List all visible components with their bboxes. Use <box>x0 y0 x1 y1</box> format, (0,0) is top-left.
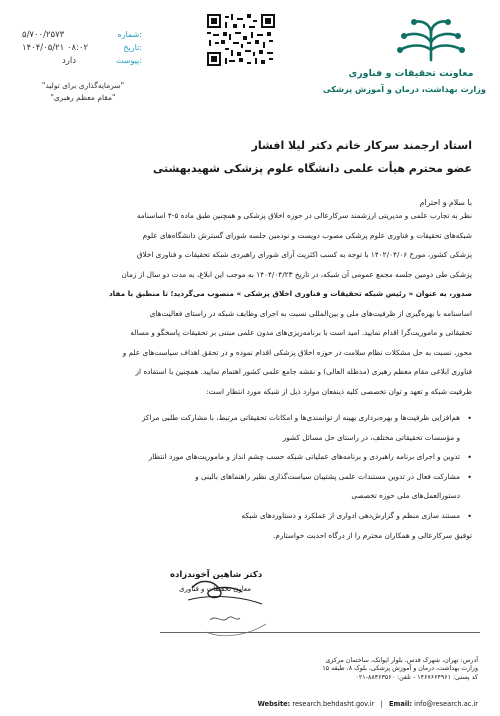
meta-date: تاریخ: ۱۴۰۴/۰۵/۲۱ ۰۸:۰۲ <box>22 43 142 53</box>
phone-line: کد پستی: ۱۴۶۷۶۶۴۹۶۱ - تلفن: ۸۸۳۶۳۵۶۰-۰۲۱ <box>355 673 478 681</box>
footer-divider <box>160 632 480 633</box>
letter-meta <box>22 30 142 69</box>
tree-emblem-icon <box>396 16 466 62</box>
signature-block <box>170 570 290 645</box>
body-line: پزشکی طی دومین جلسه مجمع عمومی آن شبکه، در تاریخ ۱۴۰۴/۰۴/۲۳ به موجب این ابلاغ، به مدت دو سال از زمان <box>121 269 472 279</box>
list-item: • هم‌افزایی ظرفیت‌ها و بهره‌برداری بهینه از توانمندی‌ها و امکانات تحقیقاتی مرتبط، با مشارکت طلبی مراکز <box>141 413 472 423</box>
footer-address <box>168 657 478 682</box>
email-link[interactable]: info@research.ac.ir <box>414 700 478 708</box>
body-line: نظر به تجارب علمی و مدیریتی ارزشمند سرکارعالی در حوزه اخلاق پزشکی و همچنین طبق ماده ۵-۴ اساسنامه <box>136 211 472 220</box>
body-line: تحقیقاتی و ماموریت‌گرا اقدام نمایید. امید است با برنامه‌ریزی‌های مدون علمی مبتنی بر تحقیقات پاسخگو و مساله <box>130 328 472 337</box>
address-line: وزارت بهداشت، درمان و آموزش پزشکی، بلوک ۸، طبقه ۱۵ <box>322 665 478 673</box>
body-line: شبکه‌های تحقیقات و فناوری علوم پزشکی مصوب دویست و نودمین جلسه شورای گسترش دانشگاه‌های علوم <box>142 230 472 240</box>
logo-title: معاونت تحقیقات و فناوری <box>348 68 474 79</box>
bullet-icon: • <box>467 472 472 482</box>
website-link[interactable]: research.behdasht.gov.ir <box>292 700 375 708</box>
footer-contact: Website: research.behdasht.gov.ir | Email: info@research.ac.ir <box>257 700 478 708</box>
greeting: با سلام و احترام <box>419 198 472 207</box>
signer-role: معاون تحقیقات و فناوری <box>178 585 252 593</box>
body-line: صدور، به عنوان « رئیس شبکه تحقیقات و فناوری اخلاق پزشکی » منصوب می‌گردید؛ تا منطبق با مفاد <box>108 289 472 298</box>
recipient-name: استاد ارجمند سرکار خانم دکتر لیلا افشار <box>251 139 472 152</box>
list-item: • تدوین و اجرای برنامه راهبردی و برنامه‌های عملیاتی شبکه حسب چشم انداز و ماموریت‌های مورد انتظار <box>148 452 472 462</box>
list-item-continuation: و مؤسسات تحقیقاتی مختلف، در راستای حل مسائل کشور <box>282 432 460 442</box>
handwritten-signature-icon <box>170 570 290 645</box>
logo-subtitle: وزارت بهداشت، درمان و آموزش پزشکی <box>322 84 486 94</box>
body-line: فناوری ابلاغی مقام معظم رهبری (مدظله العالی) و نقشه جامع علمی کشور اهتمام نمایید. همچنین با استفاده از <box>135 367 472 376</box>
recipient-title: عضو محترم هیأت علمی دانشگاه علوم پزشکی شهیدبهشتی <box>152 162 472 175</box>
body-line: پزشکی کشور، مورخ ۱۴۰۲/۰۴/۰۶ با توجه به کسب اکثریت آرای شورای راهبردی شبکه تحقیقات و فناوری اخلاق <box>136 250 472 259</box>
address-line: آدرس: تهران، شهرک قدس، بلوار ایوانک، ساختمان مرکزی <box>325 657 478 664</box>
list-item: • مستند سازی منظم و گزارش‌دهی ادواری از عملکرد و دستاوردهای شبکه <box>241 510 472 521</box>
bullet-icon: • <box>467 453 472 462</box>
qr-code-icon <box>207 14 275 66</box>
letter-body <box>27 211 472 406</box>
signer-name: دکتر شاهین آخوندزاده <box>170 570 263 580</box>
meta-number: شماره: ۵/۷۰۰/۲۵۷۳ <box>22 30 142 40</box>
list-item: • مشارکت فعال در تدوین مستندات علمی پشتیبان سیاست‌گذاری نظیر راهنماهای بالینی و <box>195 471 472 482</box>
body-line: اساسنامه با بهره‌گیری از ظرفیت‌های ملی و بین‌المللی نسبت به اجرای وظایف شبکه در راستای فعالیت‌های <box>149 308 472 318</box>
bullet-icon: • <box>467 414 472 423</box>
meta-attachment: پیوست: دارد <box>62 56 142 66</box>
list-item-continuation: دستورالعمل‌های ملی حوزه تخصصی <box>351 491 460 500</box>
expectations-list <box>27 413 472 530</box>
body-line: محور، نسبت به حل مشکلات نظام سلامت در حوزه اخلاق پزشکی اقدام نموده و در تحقق اهداف سیاست‌های علم و <box>122 347 472 357</box>
bullet-icon: • <box>467 511 472 521</box>
closing-line: توفیق سرکارعالی و همکاران محترم را از درگاه احدیت خواستارم. <box>273 531 472 540</box>
slogan: "سرمایه‌گذاری برای تولید" "مقام معظم رهبری" <box>41 81 125 102</box>
body-line: ظرفیت شبکه و تعهد و توان تخصصی کلیه ذینفعان موارد ذیل از شبکه مورد انتظار است: <box>206 386 472 396</box>
